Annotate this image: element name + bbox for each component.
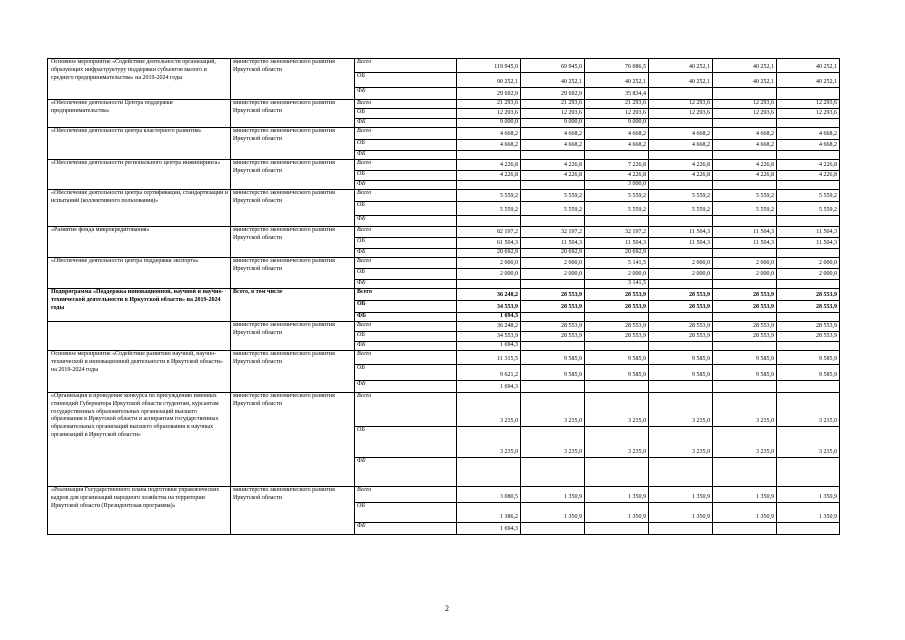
amount-cell: 11 315,5 [457,351,521,365]
table-row [48,59,840,73]
amount-cell: 3 235,0 [521,393,585,427]
amount-cell [457,181,521,190]
amount-cell: 9 621,2 [457,365,521,381]
amount-cell: 9 585,9 [521,365,585,381]
amount-cell: 4 668,2 [521,140,585,151]
amount-cell: 5 559,2 [521,190,585,202]
amount-cell: 1 694,3 [457,342,521,351]
amount-cell: 3 235,0 [521,427,585,458]
amount-cell [713,249,777,258]
amount-cell [521,523,585,535]
amount-cell [521,458,585,487]
amount-cell: 40 252,1 [777,59,840,73]
amount-cell [457,216,521,227]
amount-cell: 3 235,0 [649,393,713,427]
funding-source-cell: Всего [355,160,457,171]
amount-cell: 5 559,2 [713,202,777,216]
funding-source-cell: Всего [355,128,457,140]
amount-cell: 11 504,3 [521,238,585,249]
funding-source-cell: Всего [355,258,457,269]
amount-cell: 28 553,9 [585,322,649,332]
amount-cell: 4 668,2 [457,128,521,140]
table-row [48,227,840,238]
amount-cell: 5 559,2 [649,190,713,202]
amount-cell: 28 553,9 [521,322,585,332]
amount-cell: 4 226,8 [649,171,713,181]
amount-cell: 82 197,2 [457,227,521,238]
amount-cell: 7 226,8 [585,160,649,171]
amount-cell: 9 585,9 [777,365,840,381]
amount-cell: 20 692,9 [457,249,521,258]
amount-cell: 2 000,0 [521,269,585,280]
amount-cell: 9 585,9 [777,351,840,365]
amount-cell: 4 226,8 [713,160,777,171]
executor-cell: министерство экономического развития Иркутской области [231,59,355,100]
funding-source-cell: ОБ [355,427,457,458]
amount-cell: 1 694,3 [457,313,521,322]
amount-cell [649,216,713,227]
amount-cell: 4 668,2 [713,128,777,140]
amount-cell [713,458,777,487]
amount-cell: 5 559,2 [649,202,713,216]
amount-cell: 2 000,0 [649,258,713,269]
amount-cell: 1 350,9 [713,503,777,523]
funding-source-cell: ФБ [355,523,457,535]
amount-cell: 21 293,6 [457,100,521,109]
amount-cell: 40 252,1 [777,73,840,88]
amount-cell: 36 248,2 [457,322,521,332]
funding-source-cell: Всего [355,351,457,365]
amount-cell [649,280,713,289]
table-body [48,59,840,535]
measure-name-cell: «Обеспечение деятельности центра поддержки экспорта» [48,258,231,289]
amount-cell: 5 559,2 [713,190,777,202]
amount-cell: 61 504,3 [457,238,521,249]
amount-cell: 11 504,3 [585,238,649,249]
amount-cell: 3 235,0 [457,393,521,427]
executor-cell: Всего, в том числе [231,289,355,322]
amount-cell: 21 293,6 [585,100,649,109]
measure-name-cell: «Обеспечение деятельности регионального центра инжиниринга» [48,160,231,190]
amount-cell: 12 293,6 [585,109,649,119]
amount-cell: 12 293,6 [649,109,713,119]
funding-source-cell: Всего [355,322,457,332]
amount-cell: 28 553,9 [649,322,713,332]
amount-cell: 3 235,0 [585,393,649,427]
amount-cell: 9 585,9 [713,351,777,365]
amount-cell: 3 235,0 [713,427,777,458]
executor-cell: министерство экономического развития Иркутской области [231,322,355,351]
amount-cell: 4 226,8 [777,160,840,171]
amount-cell: 28 553,9 [777,332,840,342]
amount-cell: 28 553,9 [777,322,840,332]
executor-cell: министерство экономического развития Иркутской области [231,487,355,535]
amount-cell: 4 226,8 [521,171,585,181]
amount-cell [649,119,713,128]
amount-cell [713,88,777,100]
table-row [48,128,840,140]
funding-source-cell: Всего [355,59,457,73]
amount-cell: 5 559,2 [777,190,840,202]
amount-cell: 34 553,9 [457,332,521,342]
amount-cell: 1 350,9 [649,487,713,503]
amount-cell: 5 559,2 [457,190,521,202]
amount-cell: 5 559,2 [521,202,585,216]
funding-source-cell: Всего [355,100,457,109]
amount-cell [649,249,713,258]
amount-cell: 3 000,0 [585,181,649,190]
funding-source-cell: ФБ [355,313,457,322]
amount-cell: 28 553,9 [713,332,777,342]
amount-cell [649,523,713,535]
amount-cell: 9 000,0 [585,119,649,128]
amount-cell [777,381,840,393]
amount-cell: 1 350,9 [649,503,713,523]
funding-source-cell: ФБ [355,342,457,351]
funding-source-cell: ОБ [355,202,457,216]
amount-cell: 40 252,1 [585,73,649,88]
amount-cell: 1 694,3 [457,381,521,393]
amount-cell [713,342,777,351]
amount-cell [585,458,649,487]
funding-source-cell: ОБ [355,332,457,342]
table-row [48,100,840,109]
amount-cell: 32 197,2 [585,227,649,238]
amount-cell: 20 692,9 [585,249,649,258]
amount-cell: 28 553,9 [777,301,840,313]
funding-source-cell: ОБ [355,171,457,181]
amount-cell [585,381,649,393]
amount-cell [521,280,585,289]
amount-cell: 12 293,6 [777,100,840,109]
measure-name-cell [48,322,231,351]
amount-cell: 9 585,9 [521,351,585,365]
amount-cell: 40 252,1 [649,73,713,88]
measure-name-cell: Основное мероприятие «Содействие развитию научной, научно-технической и инновационной деятельности в Иркутской области» на 2019-2024 годы [48,351,231,393]
amount-cell [521,181,585,190]
amount-cell: 76 086,5 [585,59,649,73]
amount-cell: 11 504,3 [777,227,840,238]
amount-cell: 90 252,1 [457,73,521,88]
measure-name-cell: «Реализация Государственного плана подготовки управленческих кадров для организаций народного хозяйства на территории Иркутской области (Президентская программа)» [48,487,231,535]
amount-cell: 28 553,9 [649,332,713,342]
amount-cell: 11 504,3 [649,238,713,249]
amount-cell: 2 000,0 [457,258,521,269]
executor-cell: министерство экономического развития Иркутской области [231,393,355,487]
amount-cell: 9 585,9 [649,365,713,381]
funding-source-cell: Всего [355,289,457,301]
amount-cell: 9 585,9 [585,351,649,365]
amount-cell: 2 000,0 [713,269,777,280]
funding-source-cell: ОБ [355,238,457,249]
budget-table [47,58,840,535]
amount-cell: 12 293,6 [649,100,713,109]
amount-cell: 3 235,0 [777,393,840,427]
amount-cell: 28 553,9 [713,289,777,301]
amount-cell [713,280,777,289]
funding-source-cell: ОБ [355,301,457,313]
amount-cell [777,119,840,128]
executor-cell: министерство экономического развития Иркутской области [231,128,355,160]
amount-cell [713,523,777,535]
amount-cell [585,523,649,535]
amount-cell: 4 226,8 [713,171,777,181]
amount-cell [713,119,777,128]
amount-cell: 4 668,2 [777,140,840,151]
measure-name-cell: «Организация и проведение конкурса по присуждению именных стипендий Губернатора Иркутской области студентам, курсантам государственных образовательных организаций высшего образования в Иркутской области и аспирантам государственных образовательных организаций высшего образования и научных организаций в Иркутской области» [48,393,231,487]
table-row [48,289,840,301]
amount-cell [585,342,649,351]
amount-cell: 3 235,0 [777,427,840,458]
amount-cell: 28 553,9 [521,301,585,313]
table-row [48,351,840,365]
amount-cell: 9 000,0 [457,119,521,128]
amount-cell: 34 553,9 [457,301,521,313]
amount-cell: 4 668,2 [585,128,649,140]
amount-cell: 28 553,9 [521,289,585,301]
amount-cell [713,313,777,322]
amount-cell [649,313,713,322]
funding-source-cell: ФБ [355,458,457,487]
amount-cell: 28 553,9 [713,322,777,332]
funding-source-cell: ФБ [355,119,457,128]
amount-cell: 4 226,8 [457,160,521,171]
amount-cell: 36 248,2 [457,289,521,301]
amount-cell: 20 692,9 [521,249,585,258]
amount-cell: 4 668,2 [521,128,585,140]
amount-cell: 2 000,0 [457,269,521,280]
page-number: 2 [445,604,449,613]
funding-source-cell: ФБ [355,151,457,160]
amount-cell: 1 694,3 [457,523,521,535]
amount-cell: 119 945,0 [457,59,521,73]
funding-source-cell: ОБ [355,503,457,523]
amount-cell: 3 235,0 [713,393,777,427]
amount-cell: 4 668,2 [649,128,713,140]
amount-cell [521,216,585,227]
amount-cell: 29 692,9 [521,88,585,100]
amount-cell: 4 668,2 [585,140,649,151]
amount-cell [585,313,649,322]
table-row [48,393,840,427]
amount-cell [521,381,585,393]
amount-cell: 12 293,6 [713,109,777,119]
amount-cell [777,342,840,351]
amount-cell: 28 553,9 [521,332,585,342]
amount-cell [649,181,713,190]
amount-cell [521,151,585,160]
amount-cell: 12 293,6 [713,100,777,109]
amount-cell [777,181,840,190]
amount-cell: 1 350,9 [585,503,649,523]
amount-cell [713,181,777,190]
amount-cell: 1 350,9 [521,503,585,523]
amount-cell: 9 000,0 [521,119,585,128]
amount-cell: 5 559,2 [585,190,649,202]
funding-source-cell: ФБ [355,280,457,289]
amount-cell: 32 197,2 [521,227,585,238]
executor-cell: министерство экономического развития Иркутской области [231,258,355,289]
amount-cell: 2 000,0 [649,269,713,280]
table-row [48,258,840,269]
amount-cell: 12 293,6 [457,109,521,119]
measure-name-cell: Подпрограмма «Поддержка инновационной, научной и научно-технической деятельности в Иркутской области» на 2019-2024 годы [48,289,231,322]
amount-cell: 5 559,2 [457,202,521,216]
executor-cell: министерство экономического развития Иркутской области [231,351,355,393]
amount-cell: 2 000,0 [777,269,840,280]
amount-cell [777,458,840,487]
amount-cell [649,151,713,160]
amount-cell: 2 000,0 [777,258,840,269]
amount-cell: 3 235,0 [649,427,713,458]
amount-cell: 28 553,9 [777,289,840,301]
measure-name-cell: «Обеспечение деятельности Центра поддержки предпринимательства» [48,100,231,128]
amount-cell: 9 585,9 [585,365,649,381]
amount-cell [649,458,713,487]
amount-cell: 1 350,9 [777,487,840,503]
executor-cell: министерство экономического развития Иркутской области [231,100,355,128]
amount-cell: 11 504,3 [777,238,840,249]
funding-source-cell: Всего [355,487,457,503]
funding-source-cell: Всего [355,393,457,427]
amount-cell: 28 553,9 [585,289,649,301]
amount-cell: 9 585,9 [649,351,713,365]
amount-cell: 9 585,9 [713,365,777,381]
amount-cell: 1 350,9 [521,487,585,503]
funding-source-cell: ФБ [355,249,457,258]
amount-cell [777,313,840,322]
table-row [48,322,840,332]
funding-source-cell: ОБ [355,269,457,280]
amount-cell: 3 235,0 [457,427,521,458]
amount-cell [521,342,585,351]
funding-source-cell: ОБ [355,73,457,88]
amount-cell: 3 141,5 [585,280,649,289]
amount-cell: 5 559,2 [585,202,649,216]
amount-cell: 4 668,2 [777,128,840,140]
amount-cell: 2 000,0 [585,269,649,280]
amount-cell [585,216,649,227]
funding-source-cell: Всего [355,227,457,238]
measure-name-cell: «Обеспечение деятельности центра сертификации, стандартизации и испытаний (коллективного пользования)» [48,190,231,227]
measure-name-cell: «Обеспечение деятельности центра кластерного развития» [48,128,231,160]
amount-cell: 3 080,5 [457,487,521,503]
amount-cell [649,342,713,351]
amount-cell: 12 293,6 [777,109,840,119]
funding-source-cell: ФБ [355,381,457,393]
amount-cell: 5 559,2 [777,202,840,216]
measure-name-cell: «Развитие фонда микрокредитования» [48,227,231,258]
amount-cell: 4 226,8 [649,160,713,171]
amount-cell: 40 252,1 [713,73,777,88]
amount-cell: 11 504,3 [649,227,713,238]
table-row [48,487,840,503]
amount-cell: 28 553,9 [649,289,713,301]
amount-cell: 4 668,2 [649,140,713,151]
amount-cell: 1 350,9 [777,503,840,523]
funding-source-cell: ОБ [355,109,457,119]
table-row [48,160,840,171]
amount-cell [713,151,777,160]
table-row [48,190,840,202]
amount-cell: 1 350,9 [713,487,777,503]
amount-cell [457,458,521,487]
amount-cell: 2 000,0 [521,258,585,269]
executor-cell: министерство экономического развития Иркутской области [231,227,355,258]
funding-source-cell: ФБ [355,88,457,100]
measure-name-cell: Основное мероприятие «Содействие деятельности организаций, образующих инфраструктуру поддержки субъектов малого и среднего предпринимательства» на 2019-2024 годы [48,59,231,100]
funding-source-cell: ФБ [355,181,457,190]
amount-cell [777,280,840,289]
amount-cell: 12 293,6 [521,109,585,119]
amount-cell: 4 226,8 [521,160,585,171]
executor-cell: министерство экономического развития Иркутской области [231,190,355,227]
amount-cell: 28 553,9 [585,301,649,313]
amount-cell: 4 226,8 [457,171,521,181]
amount-cell: 28 553,9 [713,301,777,313]
amount-cell [521,313,585,322]
amount-cell [777,249,840,258]
amount-cell [713,381,777,393]
amount-cell: 1 386,2 [457,503,521,523]
amount-cell [777,523,840,535]
amount-cell [457,280,521,289]
amount-cell: 40 252,1 [649,59,713,73]
amount-cell: 28 553,9 [649,301,713,313]
amount-cell: 4 226,8 [777,171,840,181]
amount-cell: 40 252,1 [521,73,585,88]
amount-cell [777,151,840,160]
amount-cell: 35 834,4 [585,88,649,100]
amount-cell: 4 668,2 [713,140,777,151]
amount-cell: 29 692,9 [457,88,521,100]
funding-source-cell: ОБ [355,365,457,381]
amount-cell [585,151,649,160]
funding-source-cell: ОБ [355,140,457,151]
funding-source-cell: ФБ [355,216,457,227]
amount-cell: 21 293,6 [521,100,585,109]
amount-cell: 69 945,0 [521,59,585,73]
amount-cell: 3 235,0 [585,427,649,458]
amount-cell: 11 504,3 [713,227,777,238]
amount-cell [649,88,713,100]
amount-cell [713,216,777,227]
amount-cell [777,88,840,100]
executor-cell: министерство экономического развития Иркутской области [231,160,355,190]
amount-cell: 1 350,9 [585,487,649,503]
amount-cell [777,216,840,227]
amount-cell: 4 226,8 [585,171,649,181]
amount-cell [649,381,713,393]
amount-cell [457,151,521,160]
amount-cell: 4 668,2 [457,140,521,151]
amount-cell: 5 141,5 [585,258,649,269]
amount-cell: 28 553,9 [585,332,649,342]
amount-cell: 11 504,3 [713,238,777,249]
amount-cell: 40 252,1 [713,59,777,73]
amount-cell: 2 000,0 [713,258,777,269]
funding-source-cell: Всего [355,190,457,202]
